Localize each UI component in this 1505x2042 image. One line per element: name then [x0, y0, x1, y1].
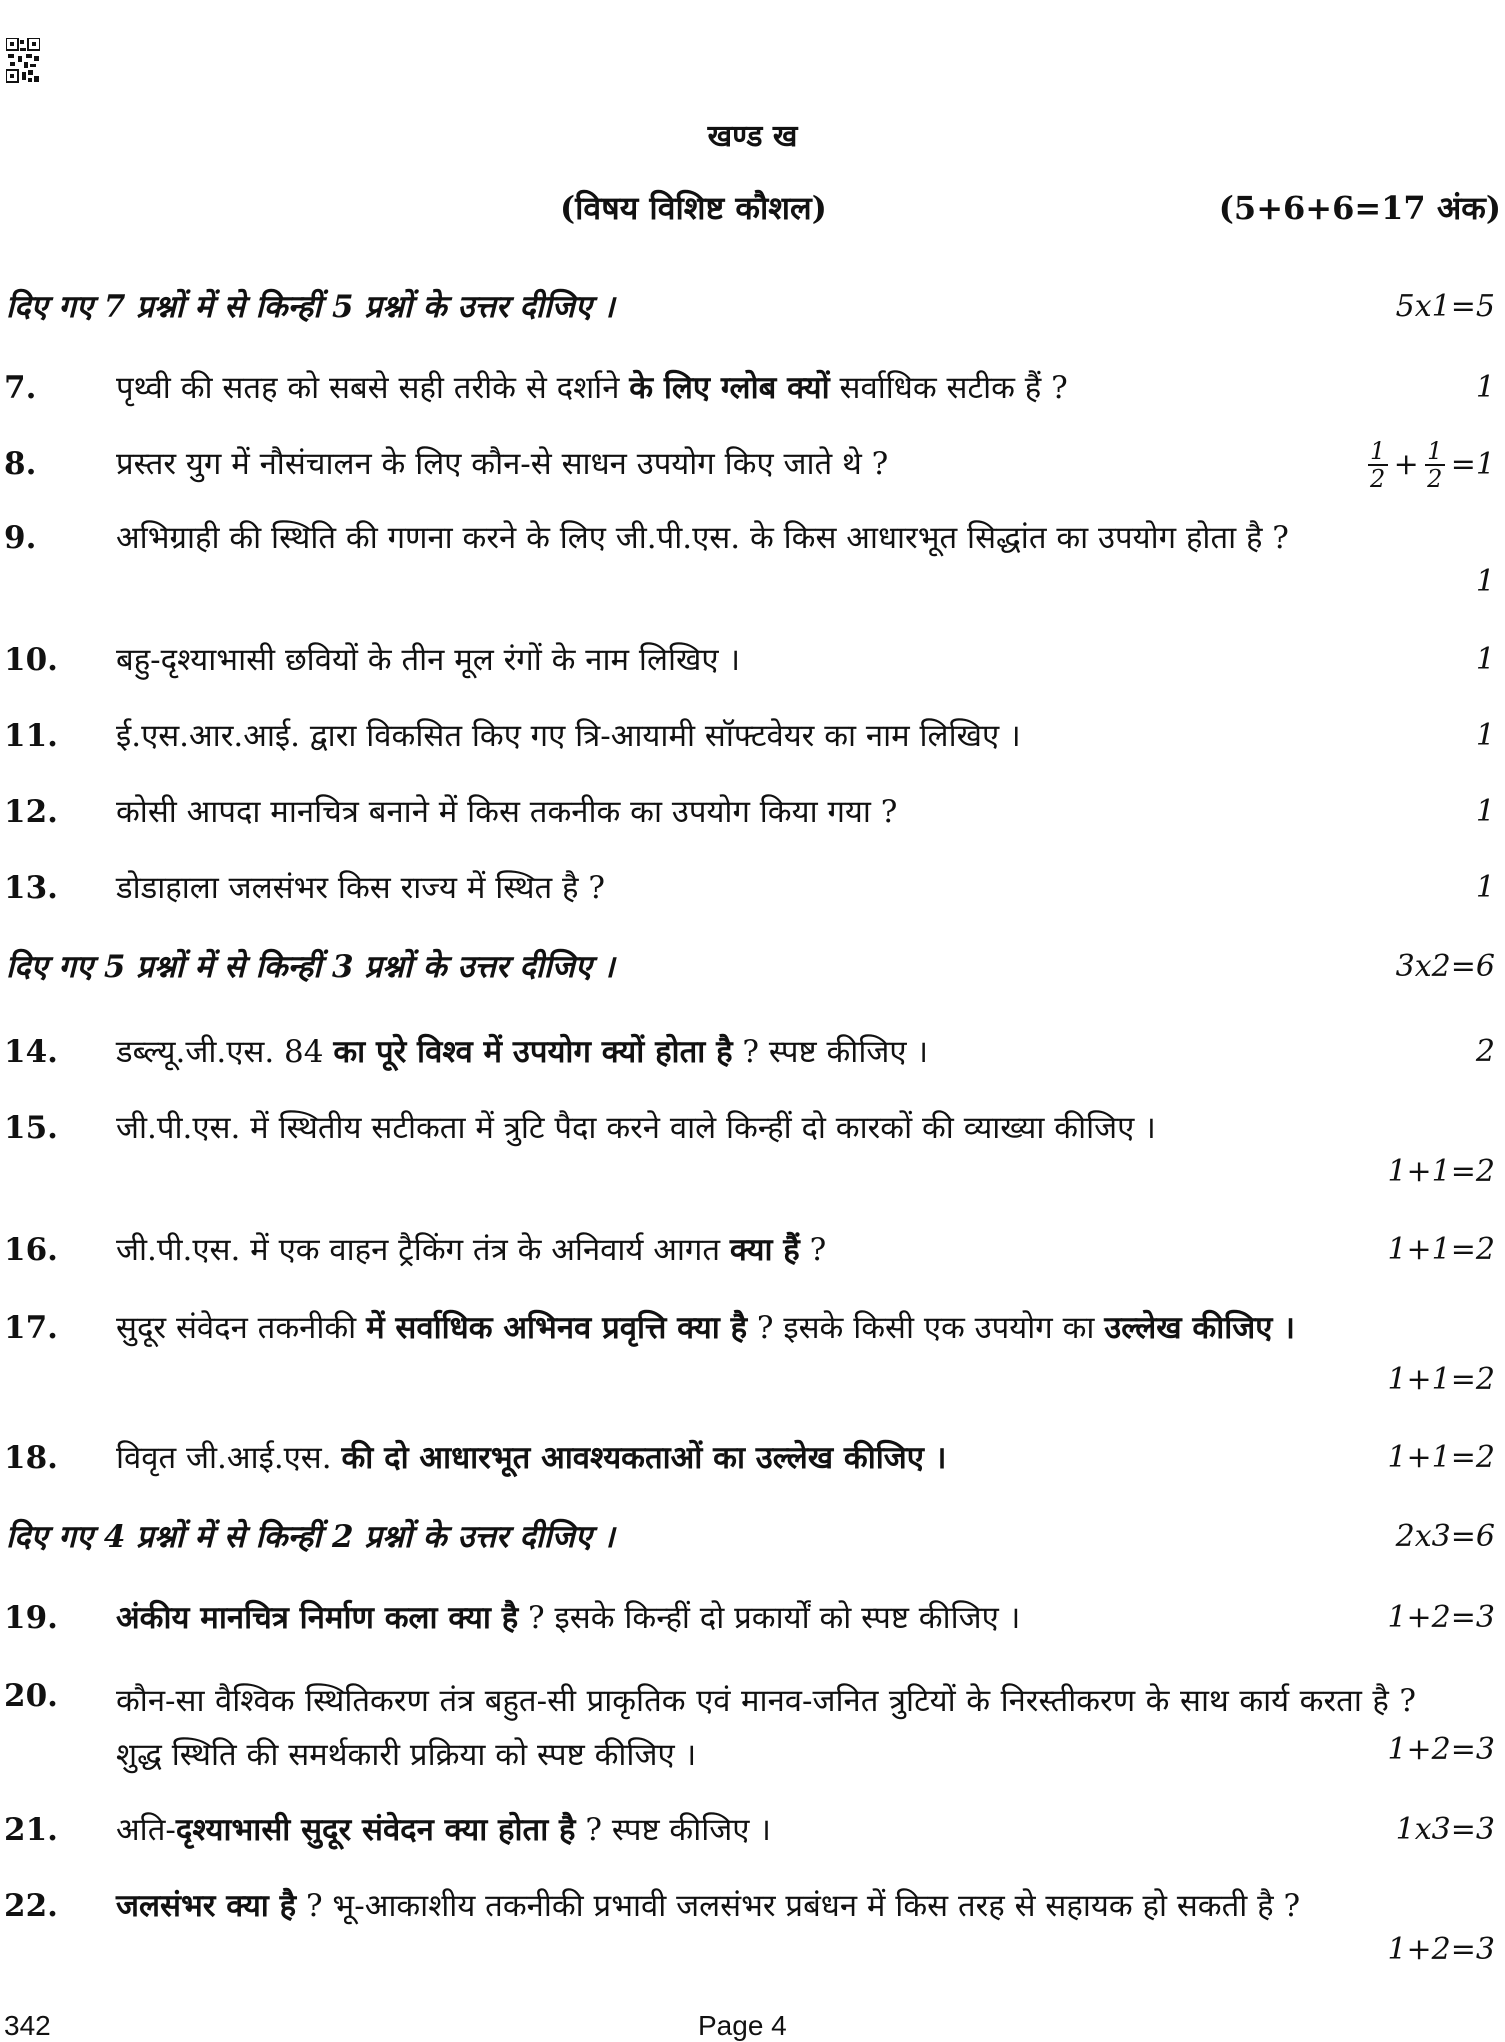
question-marks: 1 — [1475, 642, 1495, 677]
question-text: कौन-सा वैश्विक स्थितिकरण तंत्र बहुत-सी प्राकृतिक एवं मानव-जनित त्रुटियों के निरस्तीकरण के साथ कार्य करता है ? शुद्ध स्थिति की समर्थकारी प्रक्रिया को स्पष्ट कीजिए । — [116, 1683, 1416, 1773]
question-marks: 1+1=2 — [1387, 1362, 1495, 1397]
instruction-text: दिए गए 5 प्रश्नों में से किन्हीं 3 प्रश्नों के उत्तर दीजिए । — [6, 949, 615, 985]
question-number: 11. — [4, 718, 58, 754]
question-marks: 1x3=3 — [1395, 1812, 1495, 1847]
question-text: डब्ल्यू.जी.एस. 84 का पूरे विश्व में उपयोग क्यों होता है ? स्पष्ट कीजिए । — [116, 1034, 929, 1070]
section-marks: (5+6+6=17 अंक) — [1218, 189, 1501, 227]
qr-code-icon — [6, 38, 40, 84]
question-number: 18. — [4, 1440, 58, 1476]
question-marks: 1 — [1475, 794, 1495, 829]
section-subtitle: (विषय विशिष्ट कौशल) — [560, 189, 827, 227]
question-number: 9. — [4, 520, 37, 556]
question-number: 12. — [4, 794, 58, 830]
question-number: 20. — [4, 1678, 58, 1714]
instruction-marks: 5x1=5 — [1395, 288, 1495, 324]
page-number: Page 4 — [698, 2010, 787, 2041]
question-text: ई.एस.आर.आई. द्वारा विकसित किए गए त्रि-आयामी सॉफ्टवेयर का नाम लिखिए । — [116, 718, 1021, 754]
question-marks: 1 — [1475, 870, 1495, 905]
question-text: अति-दृश्याभासी सुदूर संवेदन क्या होता है ? स्पष्ट कीजिए । — [116, 1812, 772, 1848]
question-number: 16. — [4, 1232, 58, 1268]
question-number: 10. — [4, 642, 58, 678]
question-number: 21. — [4, 1812, 58, 1848]
question-number: 8. — [4, 446, 37, 482]
instruction-marks: 3x2=6 — [1395, 948, 1495, 984]
question-text: जी.पी.एस. में एक वाहन ट्रैकिंग तंत्र के अनिवार्य आगत क्या हैं ? — [116, 1232, 827, 1268]
question-marks: 1+2=3 — [1387, 1600, 1495, 1635]
question-text: जी.पी.एस. में स्थितीय सटीकता में त्रुटि पैदा करने वाले किन्हीं दो कारकों की व्याख्या कीजिए । — [116, 1110, 1156, 1146]
question-marks: 1 — [1475, 718, 1495, 753]
section-title: खण्ड ख — [707, 119, 798, 154]
question-text: सुदूर संवेदन तकनीकी में सर्वाधिक अभिनव प्रवृत्ति क्या है ? इसके किसी एक उपयोग का उल्लेख कीजिए । — [116, 1310, 1295, 1346]
question-number: 19. — [4, 1600, 58, 1636]
question-marks: 1+2=3 — [1387, 1732, 1495, 1767]
question-number: 22. — [4, 1888, 58, 1924]
question-number: 13. — [4, 870, 58, 906]
question-text: अंकीय मानचित्र निर्माण कला क्या है ? इसके किन्हीं दो प्रकार्यों को स्पष्ट कीजिए । — [116, 1600, 1021, 1636]
question-text: जलसंभर क्या है ? भू-आकाशीय तकनीकी प्रभावी जलसंभर प्रबंधन में किस तरह से सहायक हो सकती है ? — [116, 1888, 1301, 1924]
group-instruction — [6, 284, 1495, 328]
question-marks-fraction: $\frac{1}{2}$ + $\frac{1}{2}$ =1 — [1368, 428, 1495, 492]
instruction-text: दिए गए 4 प्रश्नों में से किन्हीं 2 प्रश्नों के उत्तर दीजिए । — [6, 1519, 615, 1555]
paper-code: 342 — [4, 2010, 51, 2041]
question-number: 17. — [4, 1310, 58, 1346]
instruction-marks: 2x3=6 — [1395, 1518, 1495, 1554]
question-marks: 1+1=2 — [1387, 1440, 1495, 1475]
question-number: 7. — [4, 370, 37, 406]
question-text: अभिग्राही की स्थिति की गणना करने के लिए जी.पी.एस. के किस आधारभूत सिद्धांत का उपयोग होता है ? — [116, 520, 1289, 556]
question-marks: 1+1=2 — [1387, 1232, 1495, 1267]
question-text: कोसी आपदा मानचित्र बनाने में किस तकनीक का उपयोग किया गया ? — [116, 794, 898, 830]
group-instruction — [6, 944, 1495, 988]
group-instruction — [6, 1514, 1495, 1558]
question-marks: 1+2=3 — [1387, 1932, 1495, 1967]
question-marks: 1+1=2 — [1387, 1154, 1495, 1189]
question-number: 14. — [4, 1034, 58, 1070]
instruction-text: दिए गए 7 प्रश्नों में से किन्हीं 5 प्रश्नों के उत्तर दीजिए । — [6, 289, 615, 325]
question-text: विवृत जी.आई.एस. की दो आधारभूत आवश्यकताओं का उल्लेख कीजिए । — [116, 1440, 947, 1476]
question-text: प्रस्तर युग में नौसंचालन के लिए कौन-से साधन उपयोग किए जाते थे ? — [116, 446, 889, 482]
question-marks: 1 — [1475, 564, 1495, 599]
question-text: बहु-दृश्याभासी छवियों के तीन मूल रंगों के नाम लिखिए । — [116, 642, 741, 678]
question-number: 15. — [4, 1110, 58, 1146]
question-text: पृथ्वी की सतह को सबसे सही तरीके से दर्शाने के लिए ग्लोब क्यों सर्वाधिक सटीक हैं ? — [116, 370, 1068, 406]
question-marks: 2 — [1475, 1034, 1495, 1069]
question-text: डोडाहाला जलसंभर किस राज्य में स्थित है ? — [116, 870, 605, 906]
question-marks: 1 — [1475, 370, 1495, 405]
